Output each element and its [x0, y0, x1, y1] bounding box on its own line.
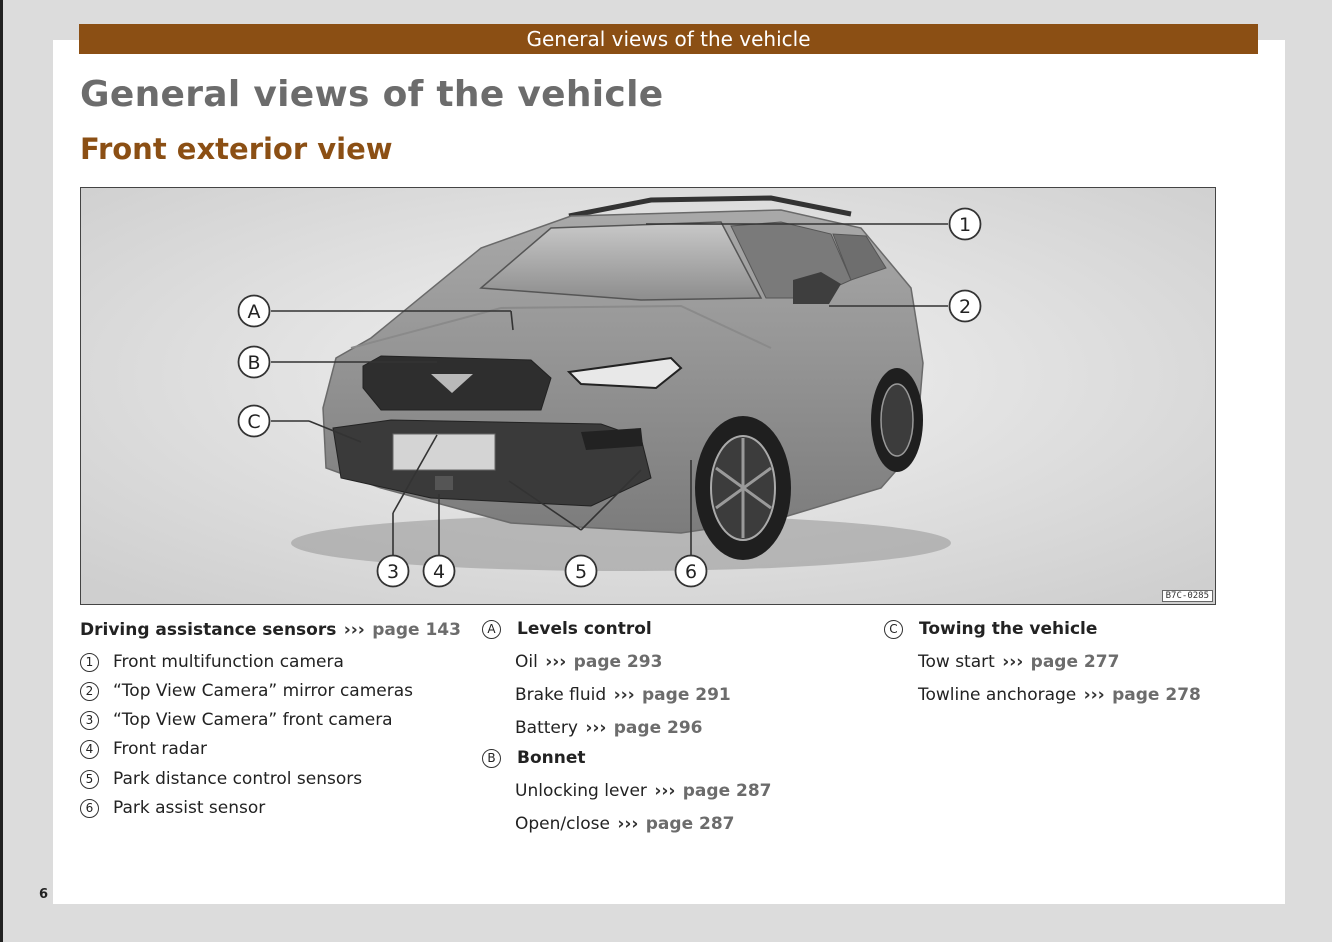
bonnet-heading: [482, 748, 586, 768]
item-label: Oil: [515, 652, 538, 672]
item-label: Park distance control sensors: [113, 769, 363, 789]
cross-ref-arrows: ›››: [545, 652, 567, 672]
page-subtitle: Front exterior view: [80, 132, 393, 166]
item-number: 2: [80, 682, 99, 701]
item-label: Open/close: [515, 814, 610, 834]
column-towing: [884, 619, 1264, 719]
item-number: 1: [80, 653, 99, 672]
list-item: [80, 769, 362, 789]
left-edge-line: [0, 0, 3, 942]
callout-1: [950, 209, 981, 240]
item-label: Tow start: [918, 652, 995, 672]
section-heading: Towing the vehicle: [919, 619, 1098, 639]
list-item: [515, 814, 735, 834]
cross-ref-arrows: ›››: [654, 781, 676, 801]
list-item: [918, 652, 1119, 672]
item-label: Park assist sensor: [113, 798, 266, 818]
figure-code: B7C-0285: [1162, 590, 1213, 602]
levels-heading: [482, 619, 652, 639]
sensors-heading: [80, 620, 461, 640]
list-item: [918, 685, 1201, 705]
item-label: Towline anchorage: [918, 685, 1077, 705]
page-link[interactable]: page 296: [613, 718, 703, 738]
callout-3: [378, 556, 409, 587]
cross-ref-arrows: ›››: [1002, 652, 1024, 672]
towing-heading: [884, 619, 1097, 639]
list-item: [515, 718, 703, 738]
item-label: “Top View Camera” front camera: [113, 710, 393, 730]
page-link[interactable]: page 277: [1030, 652, 1120, 672]
section-heading: Bonnet: [517, 748, 586, 768]
section-header-bar: General views of the vehicle: [79, 24, 1258, 54]
svg-text:3: 3: [386, 561, 400, 583]
section-heading: Levels control: [517, 619, 652, 639]
item-label: Brake fluid: [515, 685, 607, 705]
list-item: [80, 652, 344, 672]
vehicle-illustration: [81, 188, 1215, 604]
page-link[interactable]: page 291: [642, 685, 731, 705]
svg-text:5: 5: [574, 561, 588, 583]
page-link[interactable]: page 287: [682, 781, 772, 801]
item-label: Front multifunction camera: [113, 652, 344, 672]
svg-text:4: 4: [432, 561, 446, 583]
callout-4: [424, 556, 455, 587]
svg-text:C: C: [247, 411, 261, 433]
item-number: 4: [80, 740, 99, 759]
section-letter: A: [482, 620, 501, 639]
section-letter: B: [482, 749, 501, 768]
callout-a: [239, 296, 270, 327]
list-item: [515, 685, 731, 705]
cross-ref-arrows: ›››: [617, 814, 639, 834]
page-number: 6: [39, 887, 49, 902]
item-number: 6: [80, 799, 99, 818]
list-item: [80, 710, 393, 730]
svg-text:2: 2: [958, 296, 972, 318]
svg-text:A: A: [247, 301, 261, 323]
cross-ref-arrows: ›››: [1083, 685, 1105, 705]
list-item: [80, 739, 207, 759]
list-item: [515, 781, 772, 801]
cross-ref-arrows: ›››: [585, 718, 607, 738]
page-link[interactable]: page 143: [372, 620, 461, 640]
cross-ref-arrows: ›››: [613, 685, 635, 705]
number-plate: [393, 434, 495, 470]
callout-2: [950, 291, 981, 322]
svg-text:1: 1: [958, 214, 972, 236]
item-label: Unlocking lever: [515, 781, 647, 801]
svg-text:6: 6: [684, 561, 698, 583]
list-item: [80, 798, 265, 818]
vehicle-front-figure: [80, 187, 1216, 605]
cross-ref-arrows: ›››: [343, 620, 365, 640]
page-title: General views of the vehicle: [80, 74, 664, 115]
callout-5: [566, 556, 597, 587]
callout-b: [239, 347, 270, 378]
column-sensors: [80, 620, 470, 830]
item-label: Battery: [515, 718, 578, 738]
item-label: Front radar: [113, 739, 208, 759]
list-item: [515, 652, 662, 672]
item-number: 5: [80, 770, 99, 789]
section-letter: C: [884, 620, 903, 639]
page-link[interactable]: page 278: [1112, 685, 1201, 705]
page-link[interactable]: page 287: [645, 814, 735, 834]
list-item: [80, 681, 413, 701]
page-link[interactable]: page 293: [573, 652, 663, 672]
sensors-heading-label: Driving assistance sensors: [80, 620, 337, 640]
callout-6: [676, 556, 707, 587]
item-number: 3: [80, 711, 99, 730]
column-levels-bonnet: [482, 619, 862, 839]
callout-c: [239, 406, 270, 437]
front-radar-unit: [435, 476, 453, 490]
svg-text:B: B: [247, 352, 261, 374]
item-label: “Top View Camera” mirror cameras: [113, 681, 413, 701]
